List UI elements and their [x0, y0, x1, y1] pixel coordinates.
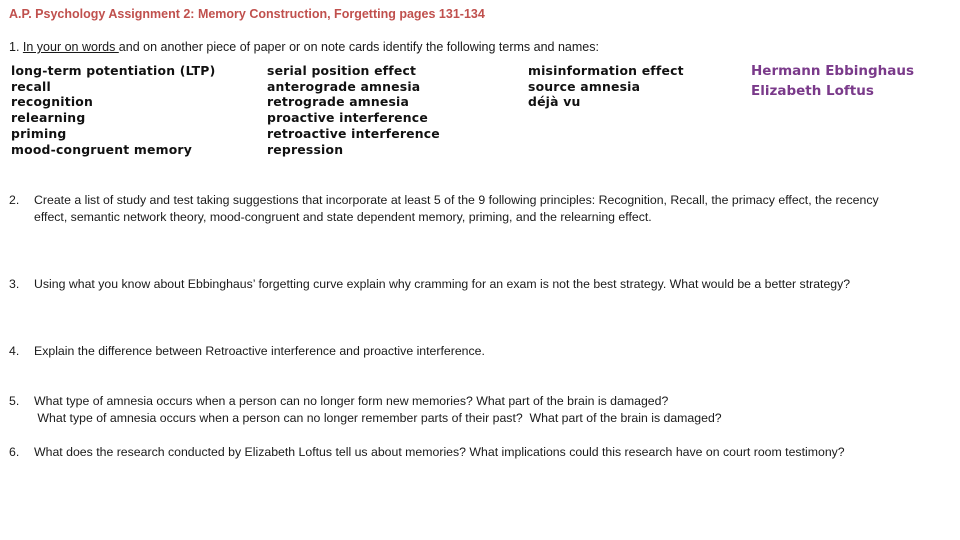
terms-column-1 — [11, 63, 215, 157]
term: priming — [11, 125, 67, 141]
question-number: 2. — [9, 193, 20, 207]
terms-column-2 — [267, 63, 440, 157]
term: déjà vu — [528, 94, 581, 110]
question-number: 4. — [9, 344, 20, 358]
question-text: Using what you know about Ebbinghaus’ forgetting curve explain why cramming for an exam is not the best strategy. What would be a better strategy? — [34, 277, 851, 291]
term: retroactive interference — [267, 125, 440, 141]
term: proactive interference — [267, 110, 428, 126]
question-text: Create a list of study and test taking suggestions that incorporate at least 5 of the 9 following principles: Recognition, Recall, the primacy effect, the recency — [34, 193, 879, 207]
term: misinformation effect — [528, 63, 684, 78]
question-text: What type of amnesia occurs when a person can no longer form new memories? What part of the brain is damaged? — [34, 394, 669, 408]
term: recall — [11, 78, 51, 94]
question-1 — [9, 40, 599, 54]
question-text: effect, semantic network theory, mood-congruent and state dependent memory, priming, and the relearning effect. — [34, 210, 652, 224]
question-number: 6. — [9, 445, 20, 459]
question-number: 3. — [9, 277, 20, 291]
names-list — [751, 61, 914, 101]
term: recognition — [11, 94, 94, 110]
term: mood-congruent memory — [11, 141, 193, 157]
term: anterograde amnesia — [267, 78, 421, 94]
name-ebbinghaus: Hermann Ebbinghaus — [751, 63, 915, 79]
question-text: What does the research conducted by Elizabeth Loftus tell us about memories? What implications could this research have on court room testimony? — [34, 445, 845, 459]
question-1-underlined: In your on words — [22, 40, 119, 54]
page-title: A.P. Psychology Assignment 2: Memory Construction, Forgetting pages 131-134 — [9, 7, 485, 21]
term: repression — [267, 141, 344, 157]
term: serial position effect — [267, 63, 417, 78]
question-text: What type of amnesia occurs when a person can no longer remember parts of their past? What part of the brain is damaged? — [34, 411, 722, 425]
term: source amnesia — [528, 78, 641, 94]
question-number: 5. — [9, 394, 20, 408]
question-1-prefix: 1. — [9, 40, 23, 54]
question-text: Explain the difference between Retroactive interference and proactive interference. — [34, 344, 485, 358]
term: retrograde amnesia — [267, 94, 410, 110]
term: long-term potentiation (LTP) — [11, 63, 216, 78]
terms-column-3 — [528, 63, 684, 110]
name-loftus: Elizabeth Loftus — [751, 83, 874, 99]
term: relearning — [11, 110, 86, 126]
question-1-text: and on another piece of paper or on note cards identify the following terms and names: — [118, 40, 599, 54]
